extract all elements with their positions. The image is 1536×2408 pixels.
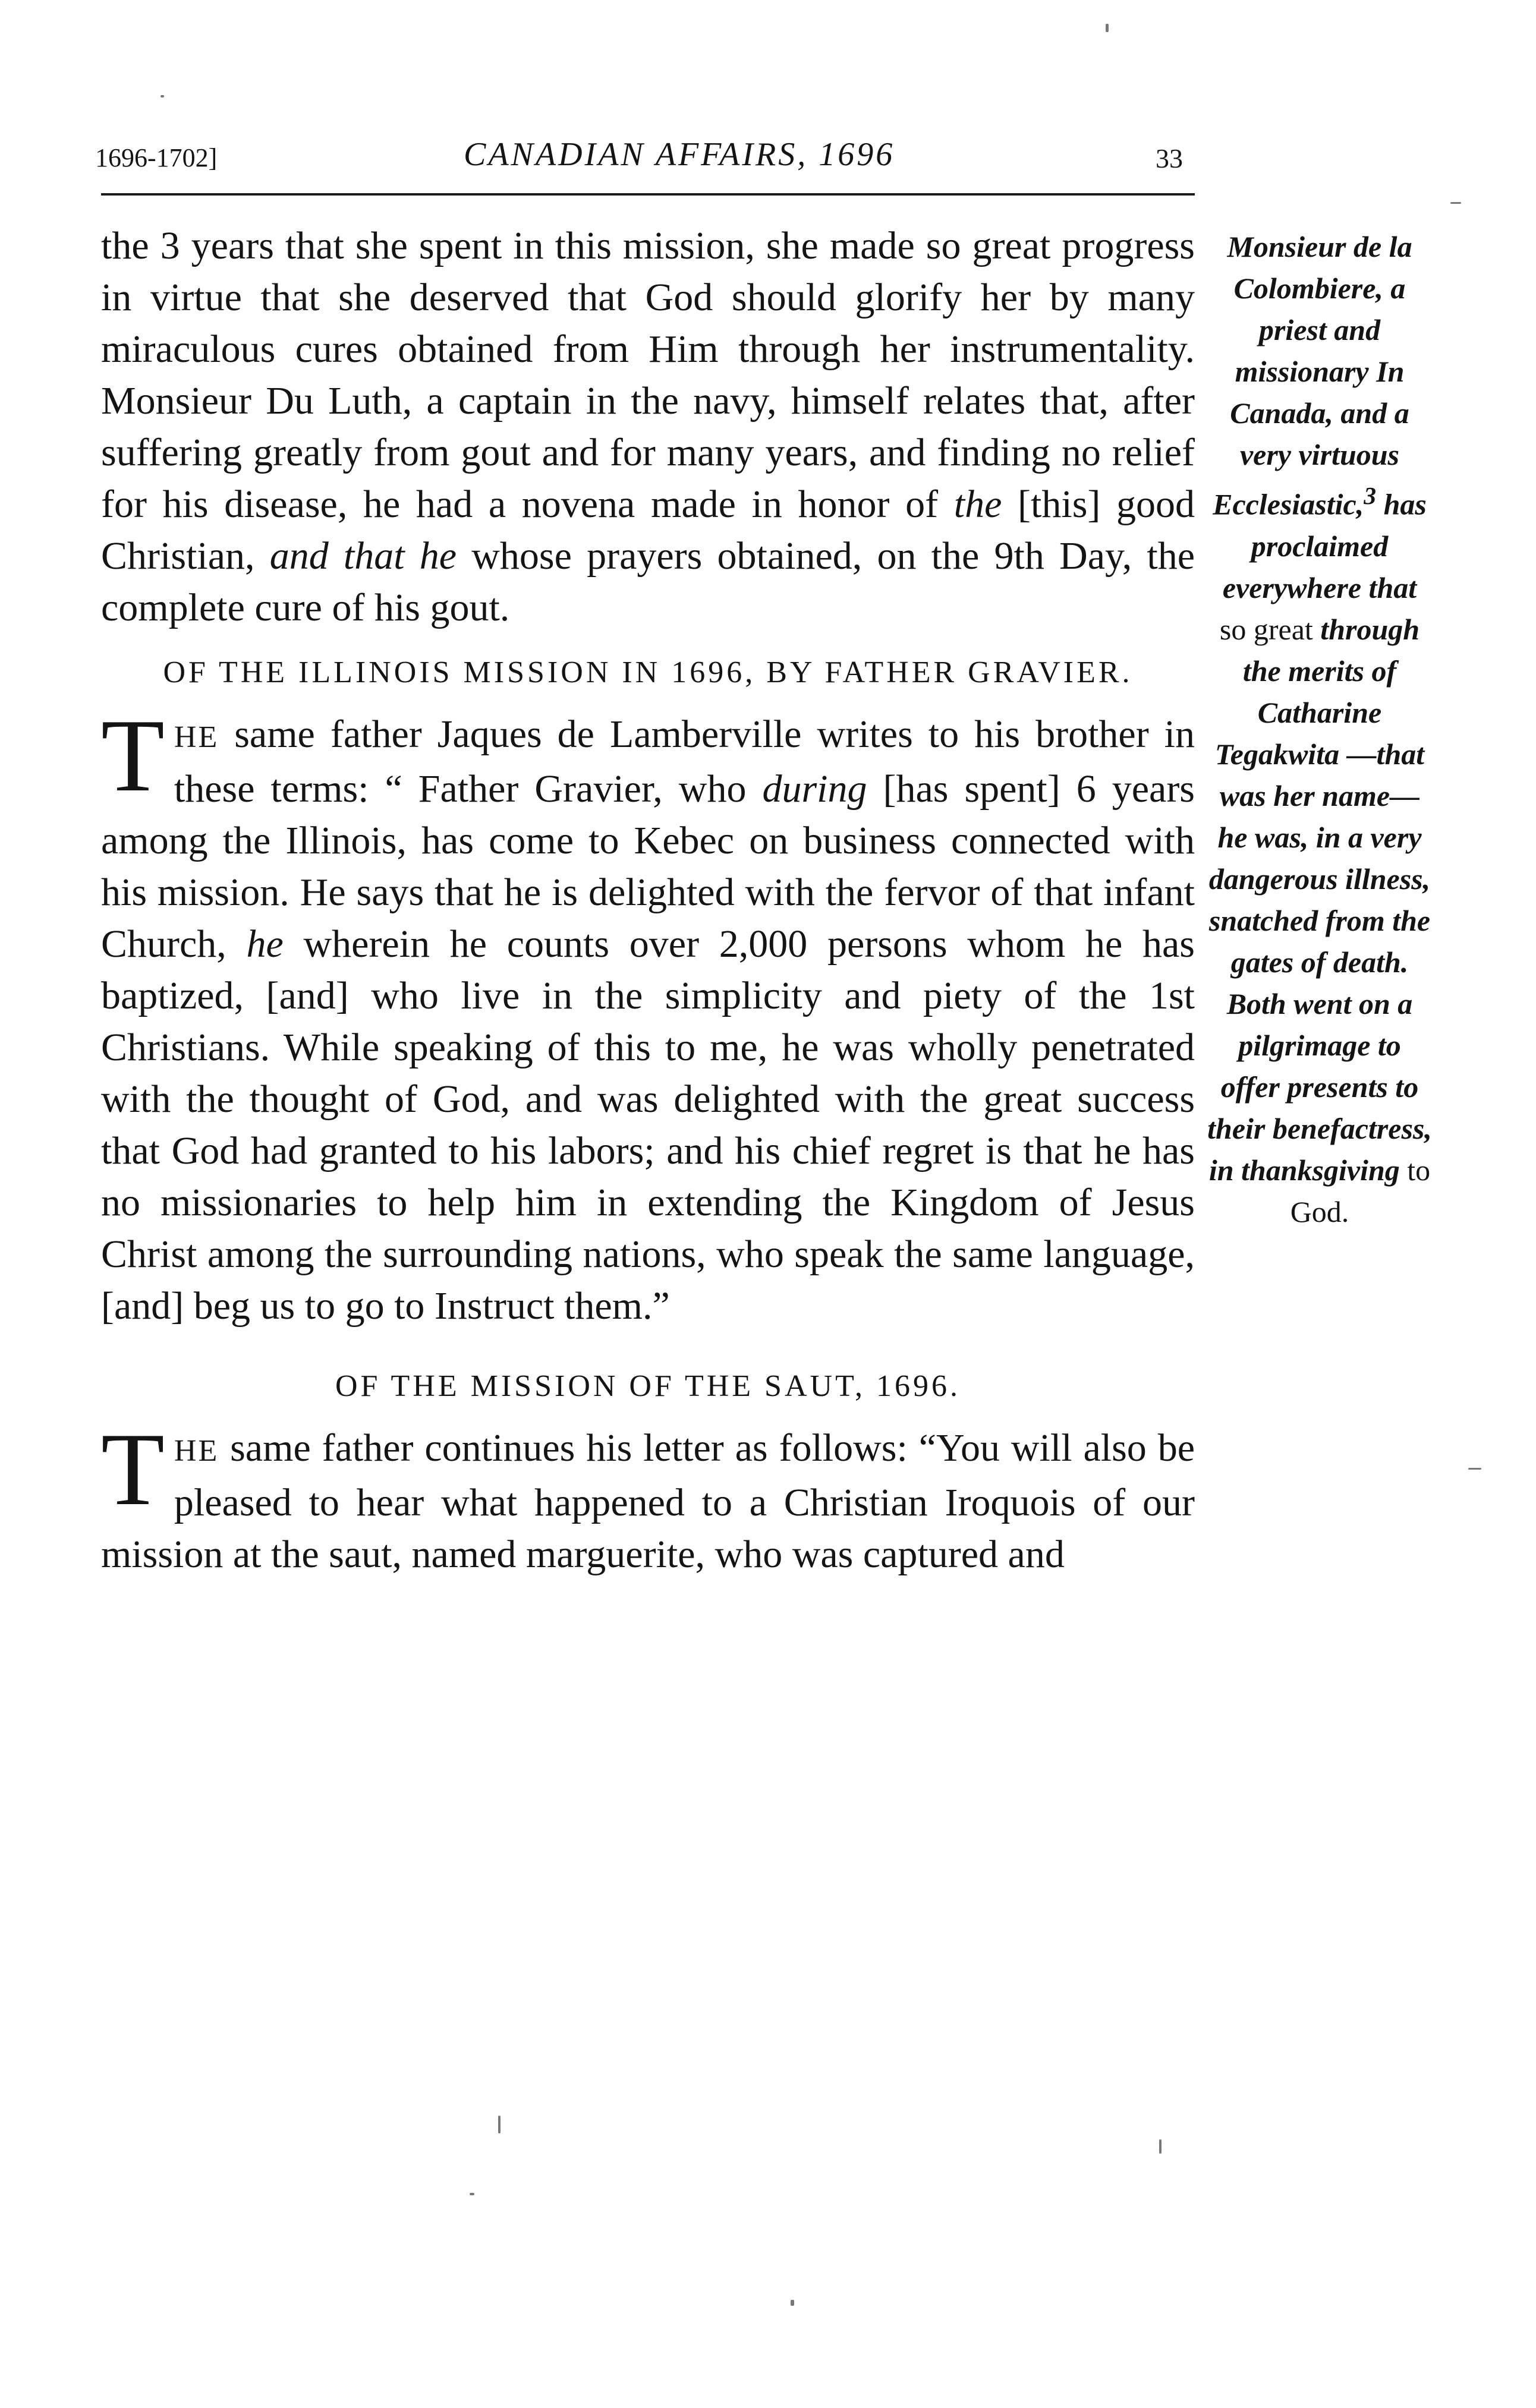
header-title: CANADIAN AFFAIRS, 1696 (464, 136, 895, 173)
para1-text: the 3 years that she spent in this mission, she made so great progress in virtue that she deserved that God should glorify her by many miraculous cures obtained from Him through her instrumentality. Monsieur Du Luth, a captain in the navy, himself relates that, after suffering greatly from gout and for many years, and finding no relief for his disease, he had a novena made in honor of (101, 224, 1195, 526)
para2-italic-during: during (762, 767, 867, 811)
paragraph-illinois (101, 698, 1195, 1332)
para2-text: same father Jaques de Lamberville writes to his brother in these terms: “ Father Gravier, who (174, 713, 1195, 811)
scan-speck (498, 2116, 501, 2133)
paragraph-saut (101, 1411, 1195, 1580)
main-text-column (101, 220, 1195, 1580)
para1-text-end: whose prayers obtained, on the 9th Day, the complete cure of his gout. (101, 534, 1195, 629)
margin-note-text: Monsieur de la Colombiere, a priest and missionary In Canada, and a very virtuous Ecclesiastic, (1213, 230, 1412, 521)
para3-text: same father continues his letter as follows: “You will also be pleased to hear what happened to a Christian Iroquois of our mission at the saut, named marguerite, who was captured and (101, 1426, 1195, 1576)
drop-cap: T (101, 1411, 165, 1527)
para2-text-end: wherein he counts over 2,000 persons whom he has baptized, [and] who live in the simplicity and piety of the 1st Christians. While speaking of this to me, he was wholly penetrated with the thought of God, and was delighted with the great success that God had granted to his labors; and his chief regret is that he has no missionaries to help him in extending the Kingdom of Jesus Christ among the surrounding nations, who speak the same language, [and] beg us to go to Instruct them.” (101, 922, 1195, 1328)
scan-speck (160, 95, 164, 97)
para1-text-mid: [this] good Christian, (101, 483, 1195, 578)
scan-speck (1106, 24, 1109, 32)
scan-speck (1450, 202, 1461, 204)
footnote-marker: 3 (1364, 483, 1377, 510)
paragraph-continued (101, 220, 1195, 633)
para1-italic-and-that-he: and that he (269, 534, 457, 578)
small-caps-lead: HE (174, 1434, 219, 1468)
scan-speck (1159, 2139, 1162, 2154)
para2-italic-he: he (246, 922, 284, 966)
scan-speck (1468, 1468, 1481, 1470)
margin-note-upright: so great (1219, 612, 1313, 646)
drop-cap: T (101, 698, 165, 813)
margin-note-text-3: through the merits of Catharine Tegakwita —that was her name— he was, in a very dangerous illness, snatched from the gates of death. Both went on a pilgrimage to offer presents to their benefactress, in thanksgiving (1207, 612, 1432, 1187)
page-number: 33 (1156, 143, 1183, 174)
small-caps-lead: HE (174, 720, 219, 754)
running-header (83, 131, 1201, 184)
para1-italic-the: the (953, 483, 1002, 526)
header-rule (101, 193, 1195, 196)
section-heading-illinois: OF THE ILLINOIS MISSION IN 1696, BY FATHER GRAVIER. (163, 655, 1133, 689)
scan-speck (791, 2300, 794, 2306)
margin-note-upright: to God. (1290, 1153, 1431, 1228)
header-years: 1696-1702] (95, 143, 218, 172)
para2-text-mid: [has spent] 6 years among the Illinois, has come to Kebec on business connected with his mission. He says that he is delighted with the fervor of that infant Church, (101, 767, 1195, 966)
margin-note-text-2: has proclaimed everywhere that (1222, 487, 1427, 604)
scan-speck (470, 2193, 474, 2195)
section-heading-saut: OF THE MISSION OF THE SAUT, 1696. (335, 1369, 961, 1403)
marginal-note (1207, 226, 1433, 1233)
